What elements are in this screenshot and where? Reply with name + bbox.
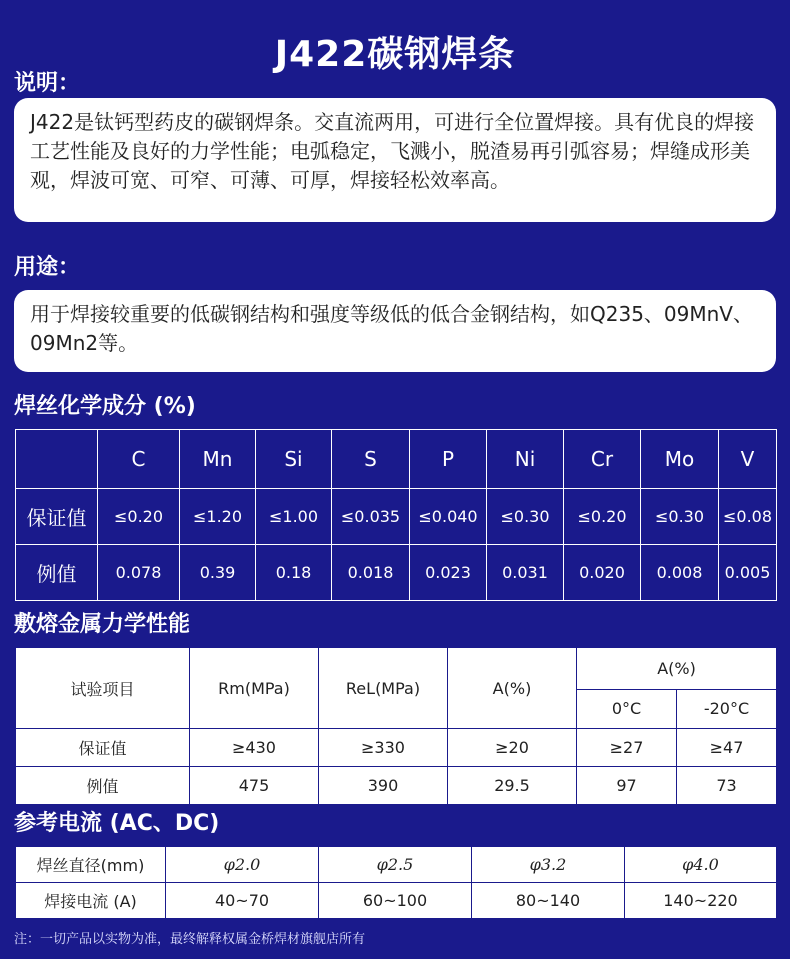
chem-col-header: V (719, 430, 777, 489)
mech-header-row (16, 648, 777, 690)
row-label: 例值 (16, 767, 190, 805)
mech-heading: 敷熔金属力学性能 (14, 612, 191, 637)
mechanical-properties-table (15, 647, 777, 805)
chem-col-header: Mo (641, 430, 719, 489)
chem-composition-table (15, 429, 777, 601)
table-cell: 140~220 (625, 883, 777, 919)
reference-current-table (15, 846, 777, 919)
table-cell: ≤1.20 (180, 489, 256, 545)
table-cell: 29.5 (448, 767, 577, 805)
table-cell: φ3.2 (472, 847, 625, 883)
table-cell: ≤0.20 (98, 489, 180, 545)
table-cell: ≤0.040 (410, 489, 487, 545)
mech-col-header: Rm(MPa) (190, 648, 319, 729)
table-cell: ≤0.08 (719, 489, 777, 545)
table-cell: ≤0.035 (332, 489, 410, 545)
table-cell: 40~70 (166, 883, 319, 919)
chem-col-header: Si (256, 430, 332, 489)
chem-col-header: Ni (487, 430, 564, 489)
table-cell: ≥330 (319, 729, 448, 767)
chem-col-header: S (332, 430, 410, 489)
footer-note: 注：一切产品以实物为准，最终解释权属金桥焊材旗舰店所有 (14, 932, 366, 947)
table-cell: 97 (577, 767, 677, 805)
table-cell: φ4.0 (625, 847, 777, 883)
row-label: 焊接电流 (A) (16, 883, 166, 919)
mech-col-header: A(%) (577, 648, 777, 690)
table-cell: ≥20 (448, 729, 577, 767)
mech-sub-header: 0°C (577, 689, 677, 728)
mech-col-header: A(%) (448, 648, 577, 729)
table-cell: 0.078 (98, 545, 180, 601)
table-cell: 475 (190, 767, 319, 805)
table-cell: ≤1.00 (256, 489, 332, 545)
table-cell: 73 (677, 767, 777, 805)
table-cell: ≥47 (677, 729, 777, 767)
table-cell: 0.008 (641, 545, 719, 601)
chem-header-row (16, 430, 777, 489)
usage-heading: 用途： (14, 255, 81, 280)
diameter-row (16, 847, 777, 883)
table-cell: ≥430 (190, 729, 319, 767)
chem-corner-cell (16, 430, 98, 489)
chem-guaranteed-row (16, 489, 777, 545)
mech-guaranteed-row (16, 729, 777, 767)
table-cell: 0.020 (564, 545, 641, 601)
row-label: 保证值 (16, 489, 98, 545)
description-heading: 说明： (14, 71, 81, 96)
mech-col-header: ReL(MPa) (319, 648, 448, 729)
table-cell: ≥27 (577, 729, 677, 767)
current-heading: 参考电流 (AC、DC) (14, 811, 220, 836)
table-cell: ≤0.30 (641, 489, 719, 545)
description-box: J422是钛钙型药皮的碳钢焊条。交直流两用，可进行全位置焊接。具有优良的焊接工艺性能及良好的力学性能；电弧稳定，飞溅小，脱渣易再引弧容易；焊缝成形美观，焊波可宽、可窄、可薄、可厚，焊接轻松效率高。 (14, 98, 776, 222)
chem-col-header: Mn (180, 430, 256, 489)
table-cell: 0.018 (332, 545, 410, 601)
chem-heading: 焊丝化学成分 (%) (14, 394, 196, 419)
chem-col-header: Cr (564, 430, 641, 489)
table-cell: 0.005 (719, 545, 777, 601)
chem-example-row (16, 545, 777, 601)
table-cell: ≤0.30 (487, 489, 564, 545)
page-title: J422碳钢焊条 (274, 34, 516, 75)
row-label: 保证值 (16, 729, 190, 767)
row-label: 焊丝直径(mm) (16, 847, 166, 883)
table-cell: 0.18 (256, 545, 332, 601)
table-cell: 0.39 (180, 545, 256, 601)
table-cell: φ2.0 (166, 847, 319, 883)
mech-col-header: 试验项目 (16, 648, 190, 729)
chem-col-header: C (98, 430, 180, 489)
chem-col-header: P (410, 430, 487, 489)
table-cell: 80~140 (472, 883, 625, 919)
table-cell: 390 (319, 767, 448, 805)
mech-sub-header: -20°C (677, 689, 777, 728)
table-cell: φ2.5 (319, 847, 472, 883)
table-cell: 0.023 (410, 545, 487, 601)
table-cell: 0.031 (487, 545, 564, 601)
table-cell: 60~100 (319, 883, 472, 919)
usage-box: 用于焊接较重要的低碳钢结构和强度等级低的低合金钢结构，如Q235、09MnV、09Mn2等。 (14, 290, 776, 372)
mech-example-row (16, 767, 777, 805)
table-cell: ≤0.20 (564, 489, 641, 545)
current-row (16, 883, 777, 919)
row-label: 例值 (16, 545, 98, 601)
